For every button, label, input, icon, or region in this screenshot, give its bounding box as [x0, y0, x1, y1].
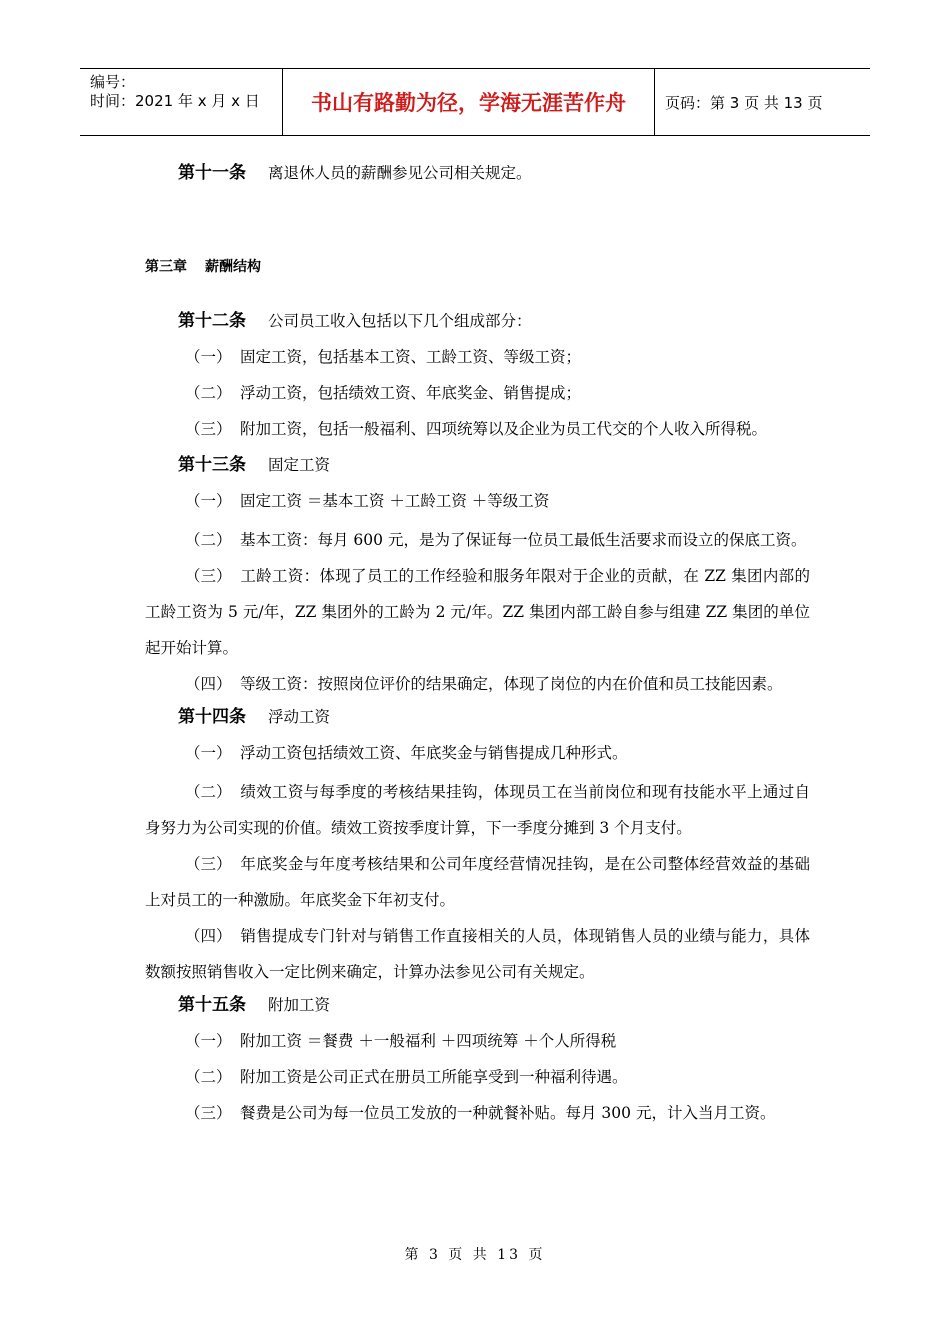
motto: 书山有路勤为径，学海无涯苦作舟 — [311, 91, 626, 115]
list-item: （二） 基本工资：每月 600 元，是为了保证每一位员工最低生活要求而设立的保底工资。 — [185, 531, 807, 549]
number-label: 编号： — [90, 73, 136, 91]
list-item: （一） 附加工资 ＝餐费 ＋一般福利 ＋四项统筹 ＋个人所得税 — [185, 1032, 617, 1050]
list-item: （一） 浮动工资包括绩效工资、年底奖金与销售提成几种形式。 — [185, 744, 628, 762]
list-item: （三） 餐费是公司为每一位员工发放的一种就餐补贴。每月 300 元，计入当月工资。 — [185, 1104, 776, 1122]
list-item: （一） 固定工资，包括基本工资、工龄工资、等级工资； — [185, 348, 582, 366]
article-13: 第十三条 固定工资 — [178, 455, 331, 475]
article-11: 第十一条 离退休人员的薪酬参见公司相关规定。 — [178, 163, 532, 183]
list-item: （四） 销售提成专门针对与销售工作直接相关的人员，体现销售人员的业绩与能力，具体数额按照销售收入一定比例来确定，计算办法参见公司有关规定。 — [145, 927, 810, 981]
header-meta — [80, 69, 282, 135]
list-item: （二） 附加工资是公司正式在册员工所能享受到一种福利待遇。 — [185, 1068, 628, 1086]
page-header — [80, 68, 870, 136]
list-item: （一） 固定工资 ＝基本工资 ＋工龄工资 ＋等级工资 — [185, 492, 550, 510]
article-15: 第十五条 附加工资 — [178, 995, 331, 1015]
list-item: （三） 附加工资，包括一般福利、四项统筹以及企业为员工代交的个人收入所得税。 — [185, 420, 768, 438]
article-14: 第十四条 浮动工资 — [178, 707, 331, 727]
list-item: （三） 工龄工资：体现了员工的工作经验和服务年限对于企业的贡献，在 ZZ 集团内部的工龄工资为 5 元/年，ZZ 集团外的工龄为 2 元/年。ZZ 集团内部工龄自参与组建 ZZ 集团的单位起开始计算。 — [145, 567, 810, 657]
list-item: （二） 绩效工资与每季度的考核结果挂钩，体现员工在当前岗位和现有技能水平上通过自身努力为公司实现的价值。绩效工资按季度计算，下一季度分摊到 3 个月支付。 — [145, 783, 810, 837]
list-item: （三） 年底奖金与年度考核结果和公司年度经营情况挂钩，是在公司整体经营效益的基础上对员工的一种激励。年底奖金下年初支付。 — [145, 855, 810, 909]
page-label: 页码：第 3 页 共 13 页 — [665, 93, 823, 112]
article-12: 第十二条 公司员工收入包括以下几个组成部分： — [178, 311, 532, 331]
chapter-heading: 第三章 薪酬结构 — [145, 259, 261, 275]
page-footer: 第 3 页 共 13 页 — [404, 1247, 546, 1263]
document-body — [145, 158, 810, 1134]
date-label: 时间：2021 年 x 月 x 日 — [90, 92, 260, 110]
header-motto-cell — [282, 69, 655, 135]
list-item: （二） 浮动工资，包括绩效工资、年底奖金、销售提成； — [185, 384, 582, 402]
list-item: （四） 等级工资：按照岗位评价的结果确定，体现了岗位的内在价值和员工技能因素。 — [185, 675, 783, 693]
